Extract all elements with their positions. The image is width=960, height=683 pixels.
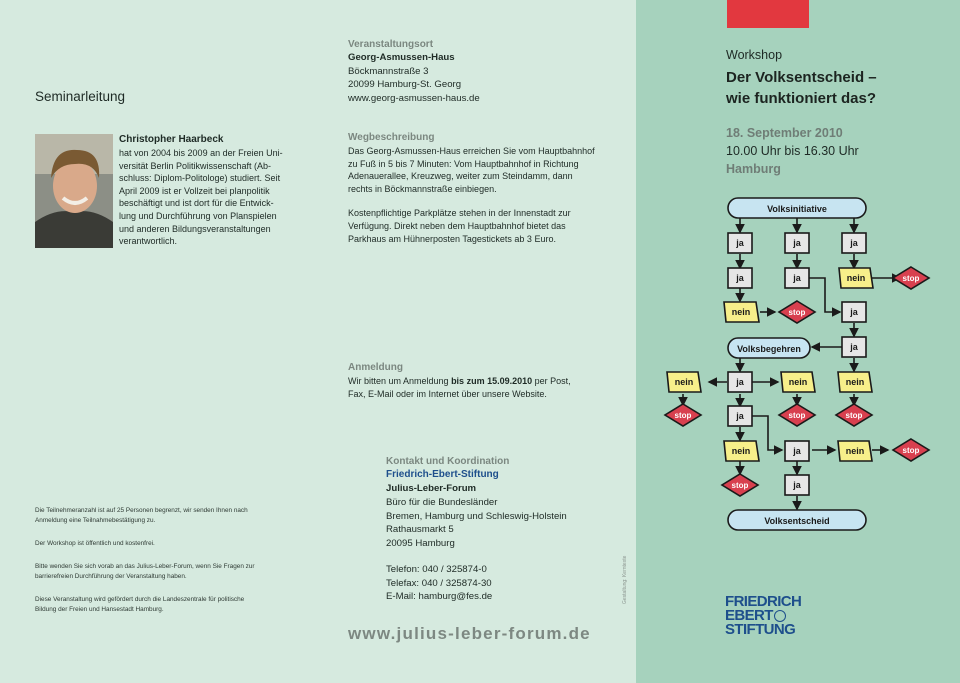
flow-start-label: Volksinitiative — [767, 204, 827, 214]
contact-line: 20095 Hamburg — [386, 537, 455, 549]
flow-stop-label: stop — [902, 274, 920, 283]
contact-line: Büro für die Bundesländer — [386, 497, 498, 508]
note-line: Diese Veranstaltung wird gefördert durch die Landeszentrale für politische — [35, 596, 245, 603]
flow-no-label: nein — [731, 446, 751, 456]
flow-stop-label: stop — [674, 411, 692, 420]
speaker-name: Christopher Haarbeck — [119, 134, 224, 145]
flow-yes-label: ja — [850, 307, 858, 317]
directions-text — [348, 145, 610, 245]
directions-line: Adenauerallee, Kreuzweg, weiter zum Steindamm, dann — [348, 171, 573, 182]
flow-yes-label: ja — [793, 238, 801, 248]
flow-no-label: nein — [846, 273, 866, 283]
contact-line: Rathausmarkt 5 — [386, 524, 454, 536]
contact-phone-block — [386, 563, 492, 604]
middle-panel — [318, 0, 636, 683]
contact-line: Bremen, Hamburg und Schleswig-Holstein — [386, 510, 567, 522]
note-line: Anmeldung eine Teilnahmebestätigung zu. — [35, 517, 156, 524]
bio-line: und anderen Bildungsveranstaltungen — [119, 223, 271, 234]
contact-forum: Julius-Leber-Forum — [386, 483, 477, 494]
flow-yes-label: ja — [736, 238, 744, 248]
parking-line: Verfügung. Direkt neben dem Hauptbahnhof bietet das — [348, 220, 566, 231]
venue-website-link[interactable]: www.georg-asmussen-haus.de — [348, 93, 480, 104]
flow-yes-label: ja — [850, 238, 858, 248]
bio-line: April 2009 ist er Vollzeit bei planpolitik — [119, 185, 270, 196]
venue-name: Georg-Asmussen-Haus — [348, 52, 455, 63]
flow-stop-label: stop — [731, 481, 749, 490]
venue-city: 20099 Hamburg-St. Georg — [348, 79, 462, 90]
fes-logo — [725, 595, 801, 637]
bio-line: hat von 2004 bis 2009 an der Freien Uni- — [119, 148, 283, 158]
note-line: barrierefreien Durchführung der Veranstaltung haben. — [35, 573, 187, 580]
directions-label: Wegbeschreibung — [348, 132, 435, 143]
event-kicker: Workshop — [726, 48, 783, 62]
bio-line: lung und Durchführung von Planspielen — [119, 210, 277, 221]
note-line: Bitte wenden Sie sich vorab an das Julius-Leber-Forum, wenn Sie Fragen zur — [35, 563, 255, 570]
venue-street: Böckmannstraße 3 — [348, 66, 429, 77]
event-time: 10.00 Uhr bis 16.30 Uhr — [726, 144, 859, 158]
directions-line: zu Fuß in 5 bis 7 Minuten: Vom Hauptbahnhof in Richtung — [348, 158, 579, 169]
logo-line: EBERT — [725, 607, 773, 624]
flow-no-label: nein — [674, 377, 694, 387]
flow-yes-label: ja — [736, 411, 744, 421]
parking-line: Parkhaus am Hühnerposten Tagestickets ab 3 Euro. — [348, 233, 556, 244]
contact-address — [386, 496, 626, 550]
flow-no-label: nein — [845, 446, 865, 456]
contact-org: Friedrich-Ebert-Stiftung — [386, 469, 499, 480]
registration-post: per Post, — [532, 376, 571, 386]
note-line: Der Workshop ist öffentlich und kostenfrei. — [35, 540, 155, 547]
forum-website-link[interactable]: www.julius-leber-forum.de — [348, 624, 591, 643]
flow-yes-label: ja — [793, 446, 801, 456]
registration-pre: Wir bitten um Anmeldung — [348, 376, 452, 386]
venue-label: Veranstaltungsort — [348, 39, 434, 50]
flow-yes-label: ja — [850, 342, 858, 352]
flow-no-label: nein — [731, 307, 751, 317]
notes-block — [35, 506, 297, 615]
logo-line-wrap — [725, 609, 801, 623]
flow-no-boxes — [667, 268, 873, 461]
flow-no-label: nein — [845, 377, 865, 387]
registration-line2: Fax, E-Mail oder im Internet über unsere Website. — [348, 388, 547, 399]
directions-line: Das Georg-Asmussen-Haus erreichen Sie vom Hauptbahnhof — [348, 146, 595, 156]
flow-middle-label: Volksbegehren — [737, 344, 801, 354]
flow-yes-label: ja — [793, 480, 801, 490]
flow-start-node — [728, 198, 866, 218]
process-flowchart — [636, 0, 960, 683]
bio-line: beschäftigt und ist dort für die Entwick- — [119, 198, 274, 209]
left-panel — [0, 0, 318, 683]
globe-icon — [774, 610, 786, 622]
contact-fax: Telefax: 040 / 325874-30 — [386, 577, 492, 589]
note-line: Bildung der Freien und Hansestadt Hamburg. — [35, 606, 164, 613]
directions-line: rechts in Böckmannstraße einbiegen. — [348, 183, 497, 194]
parking-line: Kostenpflichtige Parkplätze stehen in der Innenstadt zur — [348, 208, 571, 219]
event-title-line1: Der Volksentscheid – — [726, 69, 877, 86]
registration-label: Anmeldung — [348, 362, 403, 373]
flow-stop-label: stop — [788, 308, 806, 317]
logo-line: FRIEDRICH — [725, 593, 802, 610]
flow-no-labels — [675, 273, 866, 456]
contact-label: Kontakt und Koordination — [386, 456, 510, 467]
design-credit-text: Gestaltung: Kerntexte — [622, 555, 628, 604]
flow-yes-label: ja — [736, 273, 744, 283]
registration-deadline: bis zum 15.09.2010 — [451, 376, 533, 386]
event-title-line2: wie funktioniert das? — [726, 90, 877, 107]
bio-line: verantwortlich. — [119, 236, 178, 247]
flow-yes-label: ja — [736, 377, 744, 387]
logo-line: STIFTUNG — [725, 621, 796, 638]
speaker-photo — [35, 134, 113, 248]
contact-email-link[interactable]: E-Mail: hamburg@fes.de — [386, 591, 493, 603]
flow-middle-node — [728, 338, 810, 358]
flow-yes-label: ja — [793, 273, 801, 283]
flow-stop-label: stop — [788, 411, 806, 420]
event-date: 18. September 2010 — [726, 126, 843, 140]
design-credit — [618, 536, 628, 606]
bio-line: versität Berlin Politikwissenschaft (Ab- — [119, 160, 272, 171]
speaker-bio — [119, 147, 291, 248]
flow-end-node — [728, 510, 866, 530]
flow-connectors — [683, 218, 900, 509]
note-line: Die Teilnehmeranzahl ist auf 25 Personen begrenzt, wir senden Ihnen nach — [35, 507, 248, 514]
flow-stop-label: stop — [845, 411, 863, 420]
registration-text — [348, 375, 610, 400]
bio-line: schluss: Diplom-Politologe) studiert. Seit — [119, 173, 281, 184]
flow-no-label: nein — [788, 377, 808, 387]
event-city: Hamburg — [726, 162, 781, 176]
flow-end-label: Volksentscheid — [764, 516, 830, 526]
right-panel — [636, 0, 960, 683]
section-heading-seminarleitung: Seminarleitung — [35, 89, 126, 104]
flow-stop-label: stop — [902, 446, 920, 455]
contact-phone: Telefon: 040 / 325874-0 — [386, 564, 487, 575]
